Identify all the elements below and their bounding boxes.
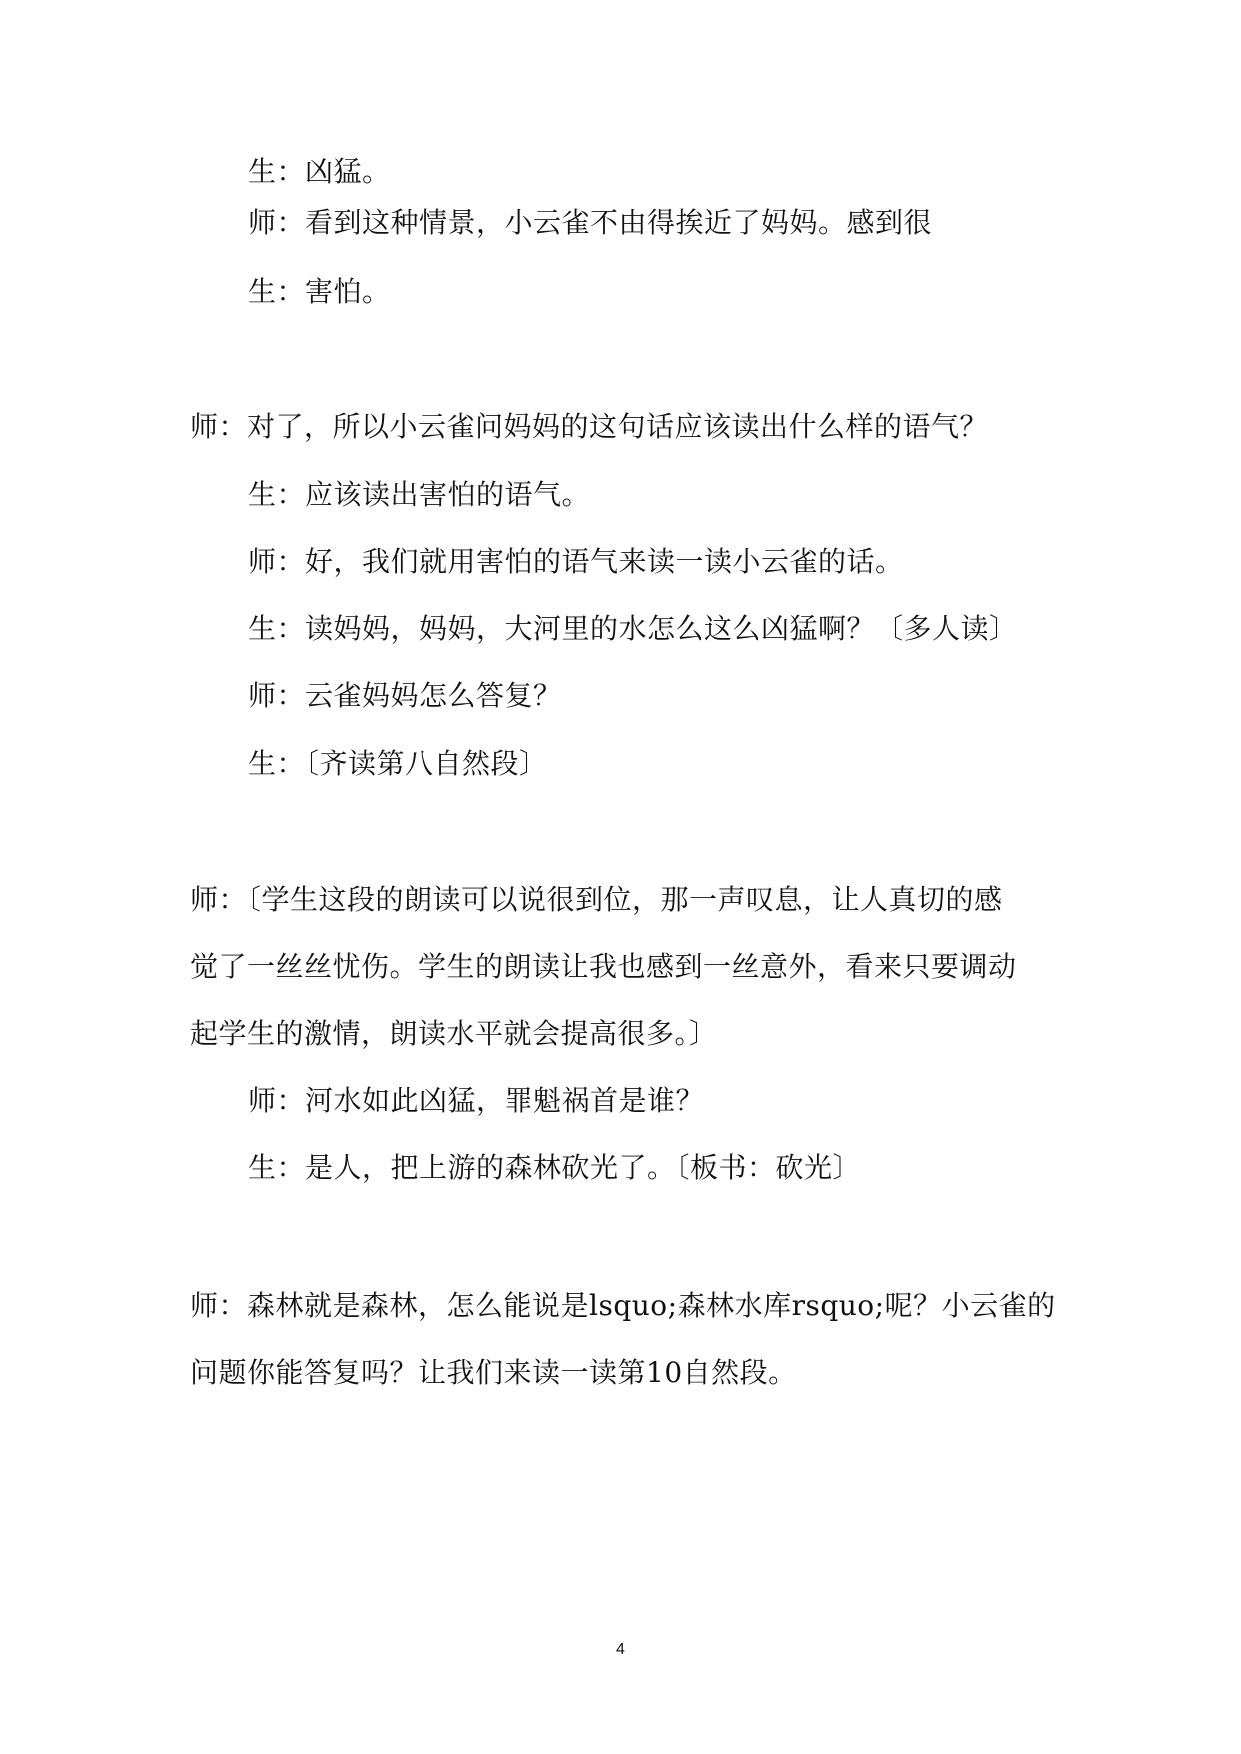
dialogue-line: 生：凶猛。 [248,155,391,188]
dialogue-line: 生：〔齐读第八自然段〕 [248,747,548,780]
commentary-line: 师：〔学生这段的朗读可以说很到位，那一声叹息，让人真切的感 [190,883,1003,916]
dialogue-line: 师：看到这种情景，小云雀不由得挨近了妈妈。感到很 [248,206,933,239]
dialogue-line: 师：好，我们就用害怕的语气来读一读小云雀的话。 [248,545,904,578]
dialogue-line: 生：读妈妈，妈妈，大河里的水怎么这么凶猛啊？〔多人读〕 [248,612,1018,645]
commentary-line: 起学生的激情，朗读水平就会提高很多。〕 [190,1017,718,1050]
dialogue-line: 师：云雀妈妈怎么答复？ [248,679,562,712]
dialogue-line: 师：河水如此凶猛，罪魁祸首是谁？ [248,1084,705,1117]
dialogue-line: 生：是人，把上游的森林砍光了。〔板书：砍光〕 [248,1151,862,1184]
dialogue-line: 师：森林就是森林，怎么能说是lsquo;森林水库rsquo;呢？小云雀的 [190,1289,1056,1322]
dialogue-line: 生：应该读出害怕的语气。 [248,478,591,511]
commentary-line: 觉了一丝丝忧伤。学生的朗读让我也感到一丝意外，看来只要调动 [190,950,1017,983]
page-number: 4 [616,1641,625,1658]
dialogue-line: 师：对了，所以小云雀问妈妈的这句话应该读出什么样的语气？ [190,410,989,443]
dialogue-line: 生：害怕。 [248,275,391,308]
dialogue-line: 问题你能答复吗？让我们来读一读第10自然段。 [190,1356,797,1389]
